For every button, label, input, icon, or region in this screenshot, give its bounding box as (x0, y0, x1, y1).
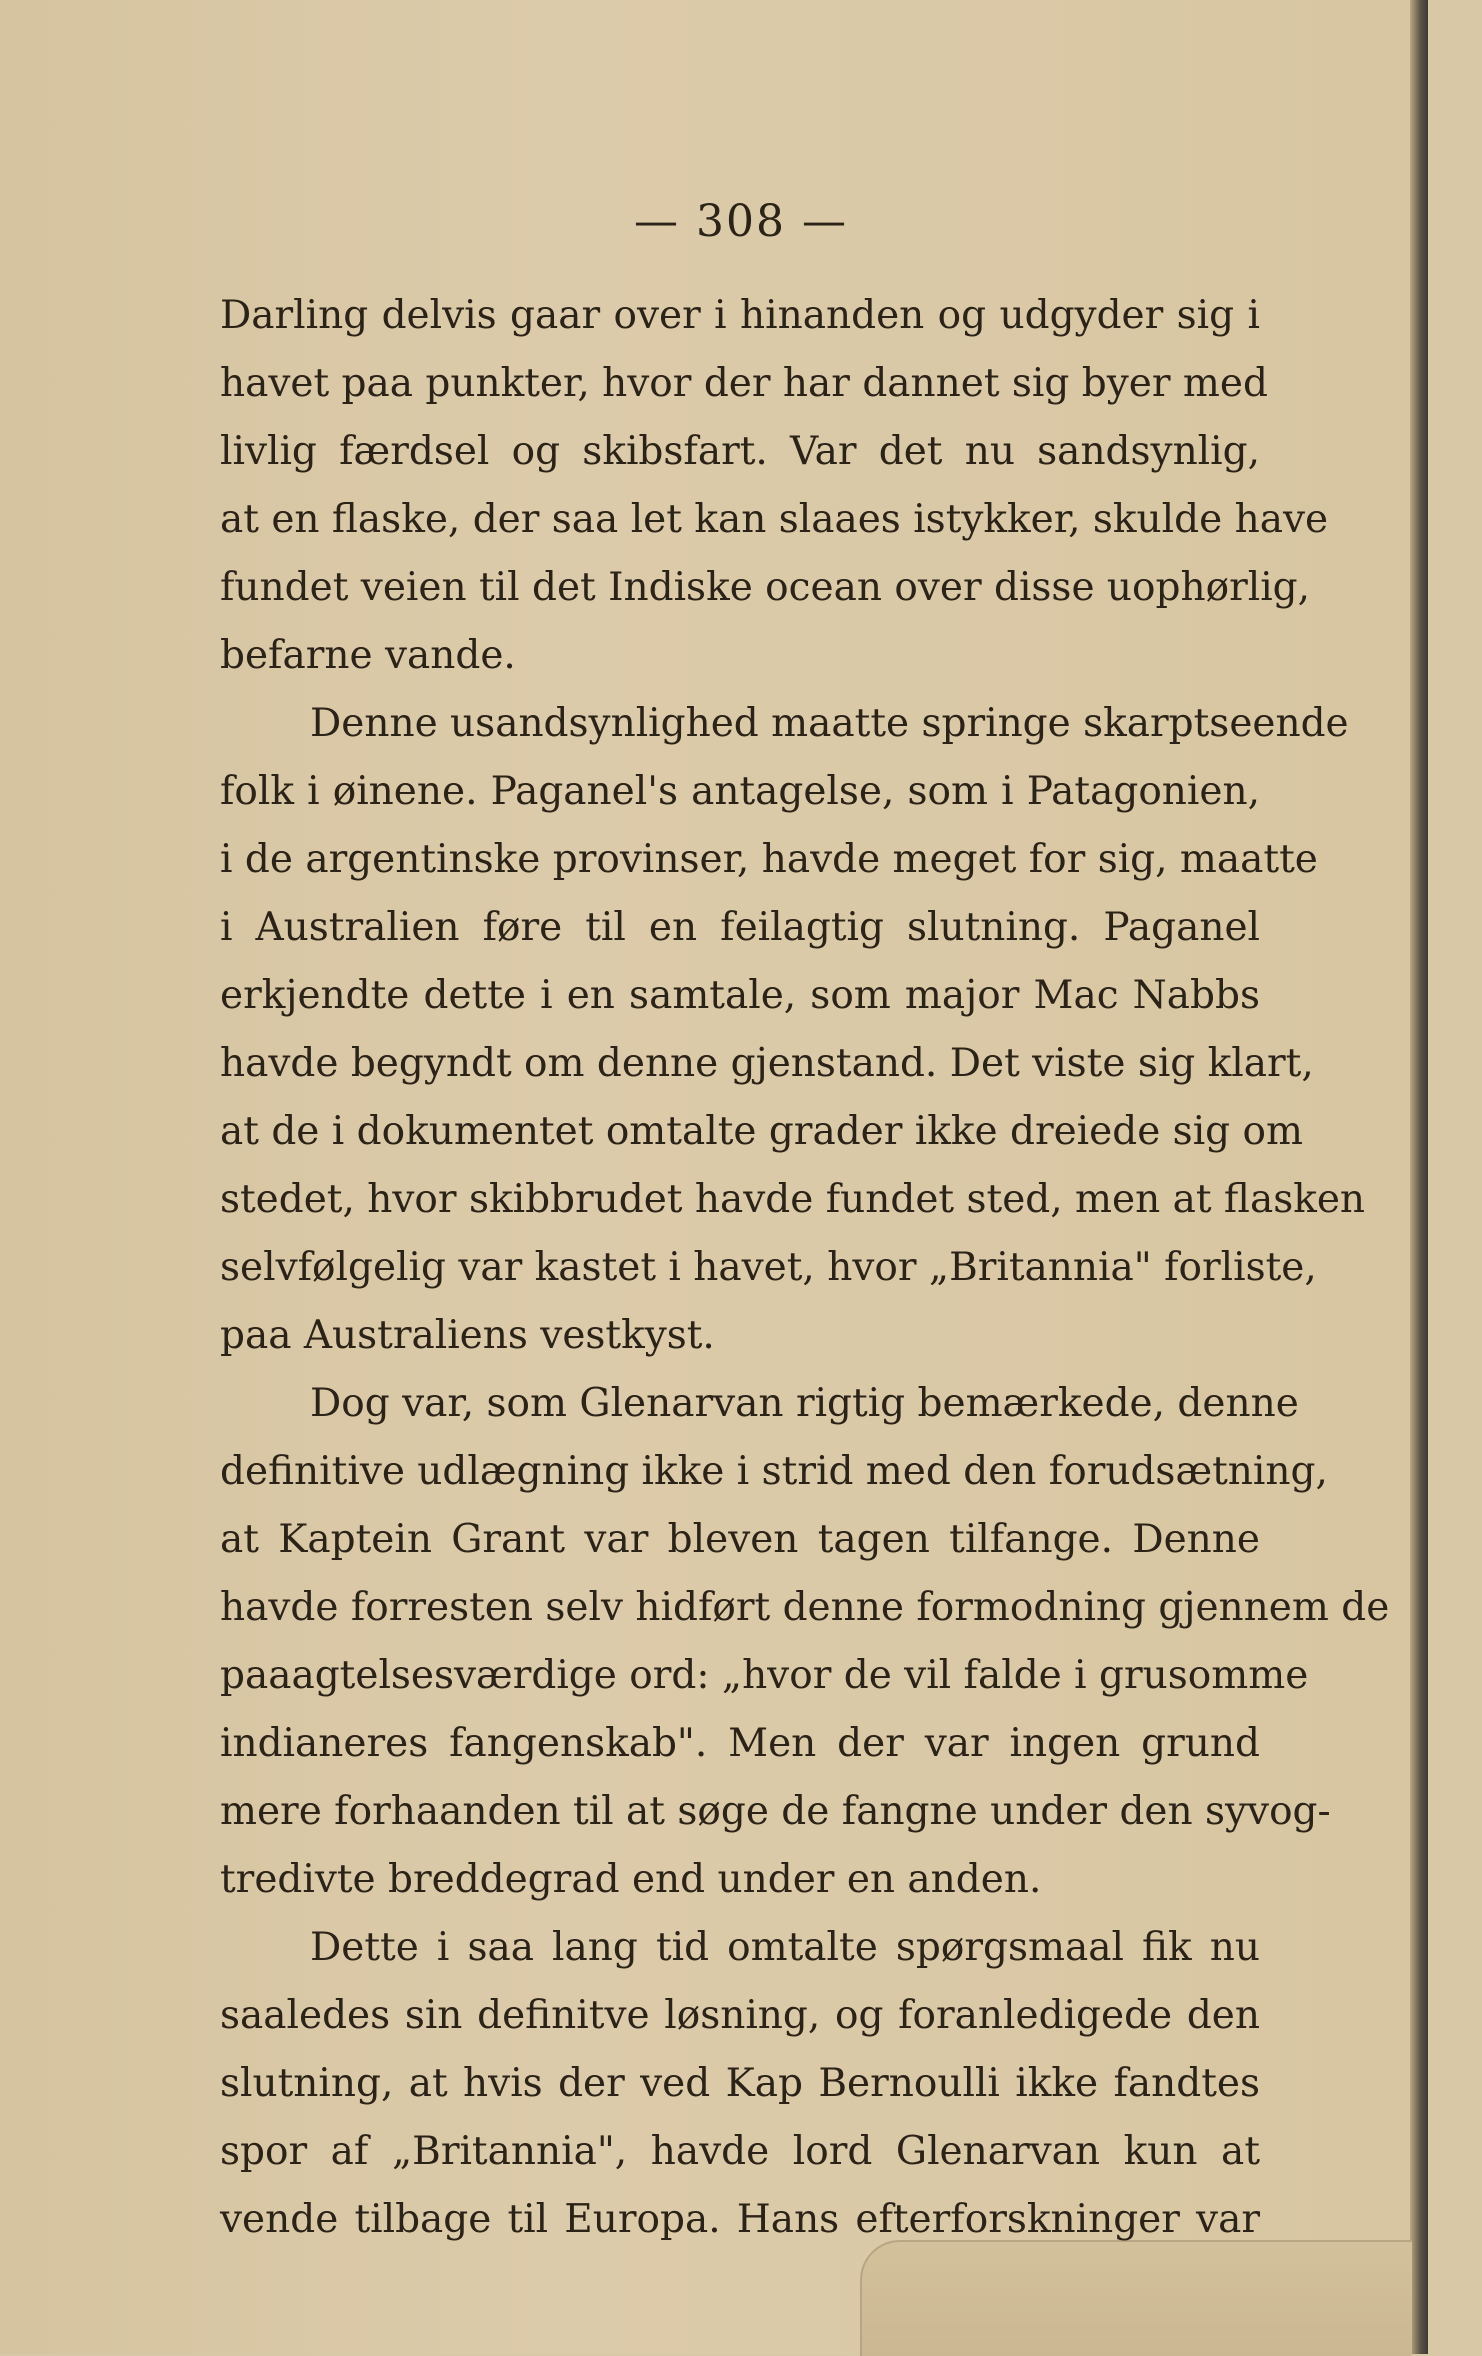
text-line: havde begyndt om denne gjenstand. Det viste sig klart, (220, 1041, 1314, 1086)
text-line: paa Australiens vestkyst. (220, 1313, 715, 1358)
text-line: havet paa punkter, hvor der har dannet sig byer med (220, 361, 1268, 406)
page-fold-shadow (860, 2240, 1412, 2356)
text-line: indianeres fangenskab". Men der var ingen grund (220, 1721, 1260, 1766)
text-line: slutning, at hvis der ved Kap Bernoulli ikke fandtes (220, 2061, 1260, 2106)
text-line: definitive udlægning ikke i strid med den forudsætning, (220, 1449, 1328, 1494)
text-line: at Kaptein Grant var bleven tagen tilfange. Denne (220, 1517, 1260, 1562)
text-line: vende tilbage til Europa. Hans efterforskninger var (220, 2197, 1260, 2242)
text-line: at en flaske, der saa let kan slaaes istykker, skulde have (220, 497, 1329, 542)
text-line: tredivte breddegrad end under en anden. (220, 1857, 1042, 1902)
text-line: mere forhaanden til at søge de fangne under den syvog- (220, 1789, 1331, 1834)
text-line: saaledes sin definitve løsning, og foranledigede den (220, 1993, 1260, 2038)
body-text (220, 282, 1390, 2254)
page-edge (1410, 0, 1428, 2354)
text-line: folk i øinene. Paganel's antagelse, som i Patagonien, (220, 769, 1260, 814)
text-line: Darling delvis gaar over i hinanden og udgyder sig i (220, 293, 1260, 338)
text-line: erkjendte dette i en samtale, som major Mac Nabbs (220, 973, 1260, 1018)
text-line: stedet, hvor skibbrudet havde fundet sted, men at flasken (220, 1177, 1366, 1222)
text-line: i Australien føre til en feilagtig slutning. Paganel (220, 905, 1260, 950)
text-line: i de argentinske provinser, havde meget for sig, maatte (220, 837, 1318, 882)
text-line: Dog var, som Glenarvan rigtig bemærkede, denne (310, 1381, 1299, 1426)
text-line: fundet veien til det Indiske ocean over disse uophørlig, (220, 565, 1311, 610)
text-line: Denne usandsynlighed maatte springe skarptseende (310, 701, 1349, 746)
page-number: — 308 — (634, 196, 848, 247)
text-line: havde forresten selv hidført denne formodning gjennem de (220, 1585, 1390, 1630)
text-line: spor af „Britannia", havde lord Glenarvan kun at (220, 2129, 1260, 2174)
text-line: paaagtelsesværdige ord: „hvor de vil falde i grusomme (220, 1653, 1309, 1698)
text-line: Dette i saa lang tid omtalte spørgsmaal fik nu (310, 1925, 1260, 1970)
text-line: at de i dokumentet omtalte grader ikke dreiede sig om (220, 1109, 1303, 1154)
text-line: livlig færdsel og skibsfart. Var det nu sandsynlig, (220, 429, 1260, 474)
text-line: befarne vande. (220, 633, 516, 678)
text-line: selvfølgelig var kastet i havet, hvor „Britannia" forliste, (220, 1245, 1317, 1290)
